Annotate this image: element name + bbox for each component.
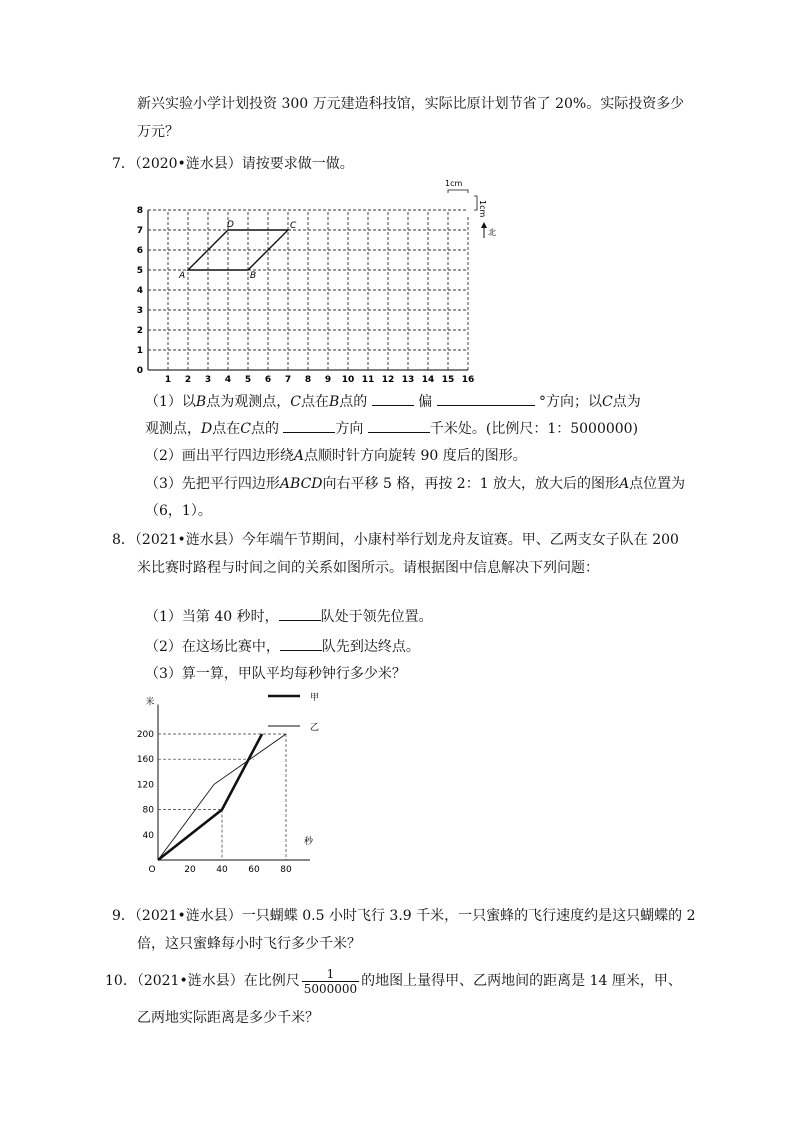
grid-x-tick: 4 — [224, 375, 232, 385]
q8-part2: （2）在这场比赛中， 队先到达终点。 — [145, 636, 420, 657]
q6-line1: 新兴实验小学计划投资 300 万元建造科技馆，实际比原计划节省了 20%。实际投资多少 — [137, 96, 685, 112]
grid-y-tick: 5 — [136, 266, 143, 276]
q7-part3-line2: （6，1）。 — [145, 503, 212, 519]
grid-y-tick: 0 — [136, 366, 143, 376]
grid-x-tick: 16 — [461, 375, 475, 385]
north-label: 北 — [488, 228, 496, 237]
scale-fraction: $\frac{1}{5000000}$ — [303, 966, 358, 996]
q8-header2: 米比赛时路程与时间之间的关系如图所示。请根据图中信息解决下列问题： — [137, 560, 599, 576]
legend-label-1: 乙 — [310, 723, 320, 733]
grid-y-tick: 3 — [136, 306, 143, 316]
scale-vertical-label: 1cm — [478, 200, 487, 218]
q7-part3-line1: （3）先把平行四边形ABCD向右平移 5 格，再按 2：1 放大，放大后的图形A点位置为 — [145, 476, 686, 492]
legend-label-0: 甲 — [310, 693, 320, 703]
grid-x-tick: 12 — [381, 375, 395, 385]
chart-y-tick: 160 — [136, 755, 154, 766]
chart-y-tick: 40 — [142, 830, 154, 841]
chart-x-tick: 80 — [280, 865, 292, 875]
grid-x-tick: 3 — [204, 375, 212, 385]
q7-blank-direction[interactable] — [372, 391, 414, 406]
grid-x-tick: 13 — [401, 375, 415, 385]
grid-x-tick: 8 — [304, 375, 312, 385]
chart-y-tick: 200 — [136, 730, 154, 740]
grid-x-tick: 5 — [244, 375, 252, 385]
q9-line2: 倍，这只蜜蜂每小时飞行多少千米？ — [137, 936, 361, 952]
q6-line2: 万元？ — [137, 124, 179, 140]
grid-x-tick: 15 — [441, 375, 455, 385]
grid-x-tick: 7 — [284, 375, 292, 385]
grid-y-tick: 8 — [136, 206, 143, 216]
grid-x-tick: 6 — [264, 375, 272, 385]
q8-header: 8．（2021•涟水县）今年端午节期间，小康村举行划龙舟友谊赛。甲、乙两支女子队在 200 — [112, 532, 679, 548]
grid-y-tick: 1 — [136, 346, 143, 356]
grid-x-tick: 1 — [164, 375, 172, 385]
grid-y-tick: 7 — [136, 226, 143, 236]
q8-part3: （3）算一算，甲队平均每秒钟行多少米？ — [145, 666, 406, 682]
chart-x-tick: 40 — [216, 865, 228, 875]
q7-grid-figure — [130, 178, 496, 388]
q7-part1-line1: （1）以B点为观测点，C点在B点的 偏 °方向；以C点为 — [145, 391, 641, 412]
grid-y-tick: 2 — [136, 326, 143, 336]
q8-blank-finisher[interactable] — [280, 636, 322, 651]
series-line-jia — [158, 734, 262, 860]
point-label-d: D — [227, 220, 234, 230]
q7-part1-line2: 观测点，D点在C点的 方向 千米处。(比例尺：1：5000000) — [145, 418, 638, 439]
grid-x-tick: 10 — [341, 375, 355, 385]
chart-x-tick: 20 — [184, 865, 196, 875]
q7-blank-direction2[interactable] — [283, 418, 335, 433]
q7-part2: （2）画出平行四边形绕A点顺时针方向旋转 90 度后的图形。 — [145, 448, 527, 464]
grid-x-tick: 9 — [324, 375, 332, 385]
point-label-c: C — [290, 221, 297, 231]
grid-y-tick: 6 — [136, 246, 143, 256]
scale-vertical-bar — [474, 196, 477, 210]
y-axis-label: 米 — [145, 697, 155, 708]
grid-x-tick: 14 — [421, 375, 435, 385]
q8-part1: （1）当第 40 秒时， 队处于领先位置。 — [145, 606, 433, 627]
scale-horizontal-label: 1cm — [445, 179, 463, 188]
chart-x-tick: 60 — [248, 865, 260, 875]
q7-header: 7．（2020•涟水县）请按要求做一做。 — [112, 156, 354, 172]
grid-x-tick: 2 — [184, 375, 192, 385]
grid-y-tick: 4 — [136, 286, 143, 296]
q7-blank-distance[interactable] — [368, 418, 430, 433]
north-arrow-head-icon — [481, 222, 487, 228]
scale-horizontal-bar — [448, 190, 468, 193]
x-axis-label: 秒 — [304, 837, 314, 847]
q9-line1: 9．（2021•涟水县）一只蝴蝶 0.5 小时飞行 3.9 千米，一只蜜蜂的飞行速度约是这只蝴蝶的 2 — [112, 908, 696, 924]
q10-line1: 10．（2021•涟水县）在比例尺 $\frac{1}{5000000}$ 的地图上量得甲、乙两地间的距离是 14 厘米，甲、 — [105, 966, 682, 996]
grid-x-tick: 11 — [361, 375, 375, 385]
q10-line2: 乙两地实际距离是多少千米？ — [137, 1010, 319, 1026]
point-label-a: A — [179, 271, 186, 281]
chart-y-tick: 120 — [136, 780, 154, 791]
q8-chart — [138, 688, 338, 880]
q8-blank-leader[interactable] — [279, 606, 321, 621]
q7-blank-angle[interactable] — [437, 391, 535, 406]
chart-x-tick: O — [148, 865, 156, 875]
point-label-b: B — [250, 271, 257, 281]
chart-y-tick: 80 — [142, 805, 154, 816]
